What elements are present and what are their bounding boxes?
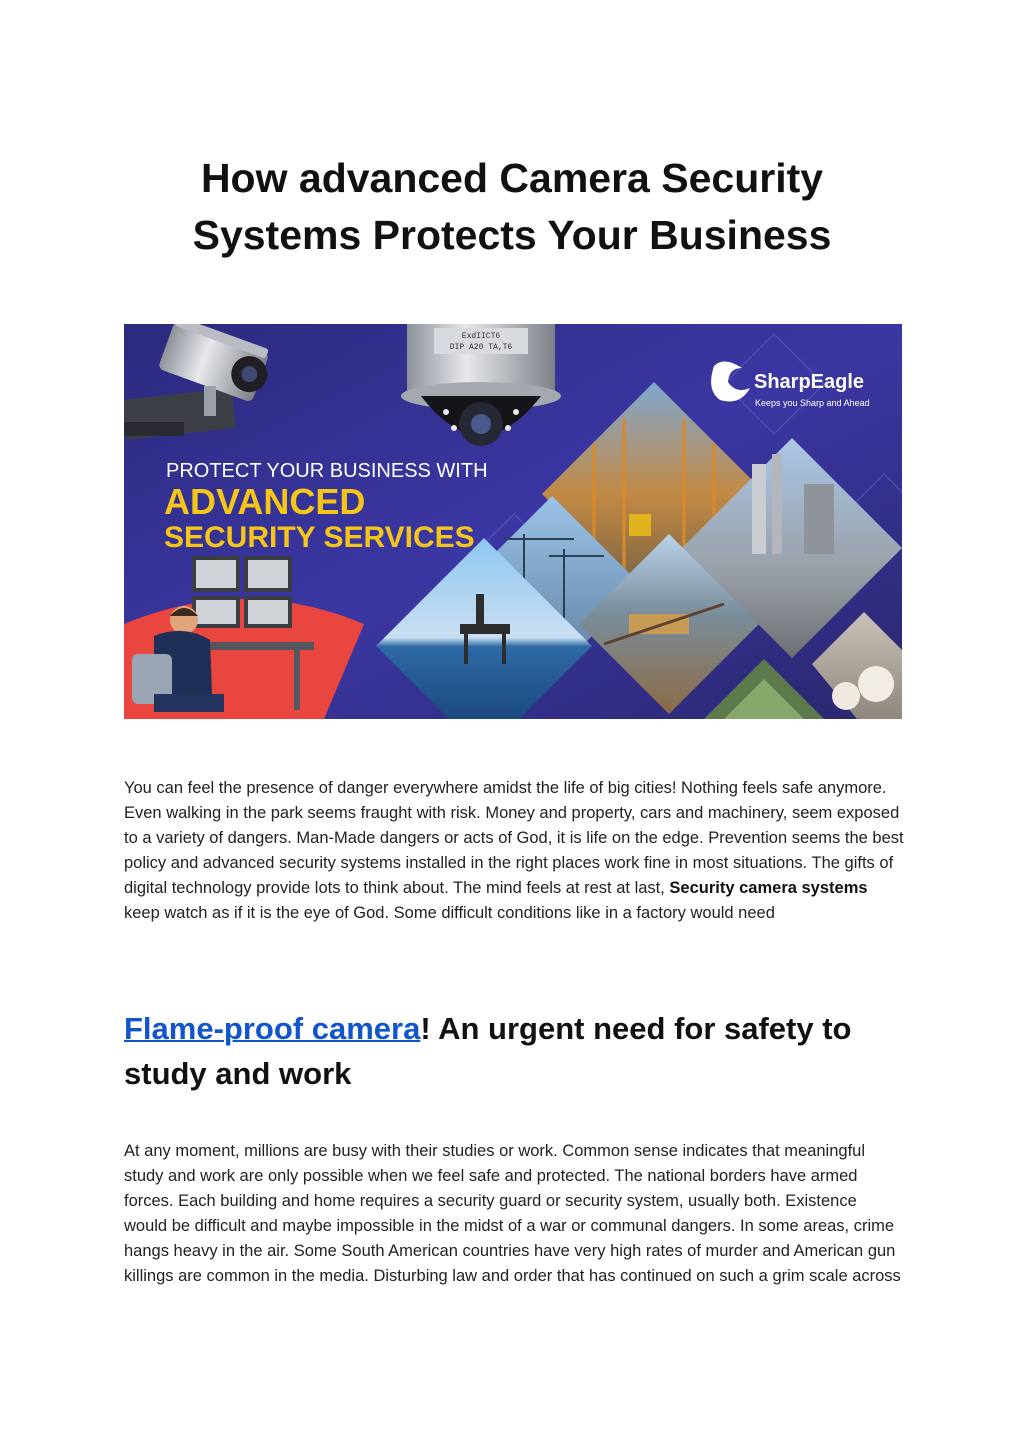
banner-headline-line1: PROTECT YOUR BUSINESS WITH — [166, 460, 488, 482]
camera-marking-1: ExdIICT6 — [461, 332, 501, 341]
banner-headline-line3: SECURITY SERVICES — [164, 521, 475, 554]
section-heading — [124, 1006, 904, 1096]
intro-text-end: keep watch as if it is the eye of God. Some difficult conditions like in a factory would need — [124, 904, 775, 922]
intro-paragraph — [124, 776, 904, 926]
page-title: How advanced Camera Security Systems Protects Your Business — [192, 155, 832, 258]
section-heading-rest: ! An urgent need for safety to study and work — [124, 1011, 852, 1091]
camera-marking-2: DIP A20 TA,T6 — [449, 343, 513, 352]
brand-name: SharpEagle — [754, 371, 865, 393]
security-camera-systems-bold: Security camera systems — [669, 879, 868, 897]
security-services-banner — [124, 324, 902, 719]
intro-text-start: You can feel the presence of danger everywhere amidst the life of big cities! Nothing feels safe anymore. Even walking in the park seems fraught with risk. Money and property, cars and machinery, seem exposed to a variety of dangers. Man-Made dangers or acts of God, it is life on the edge. Prevention seems the best policy and advanced security systems installed in the right places work fine in most situations. The gifts of digital technology provide lots to think about. The mind feels at rest at last, — [124, 779, 904, 897]
banner-headline-line2: ADVANCED — [164, 481, 366, 522]
brand-tagline: Keeps you Sharp and Ahead — [755, 398, 870, 408]
flame-proof-camera-link[interactable]: Flame-proof camera — [124, 1011, 421, 1046]
body-paragraph: At any moment, millions are busy with their studies or work. Common sense indicates that meaningful study and work are only possible when we feel safe and protected. The national borders have armed forces. Each building and home requires a security guard or security system, usually both. Existence would be difficult and maybe impossible in the midst of a war or communal dangers. In some areas, crime hangs heavy in the air. Some South American countries have very high rates of murder and American gun killings are common in the media. Disturbing law and order that has continued on such a grim scale across — [124, 1142, 901, 1285]
